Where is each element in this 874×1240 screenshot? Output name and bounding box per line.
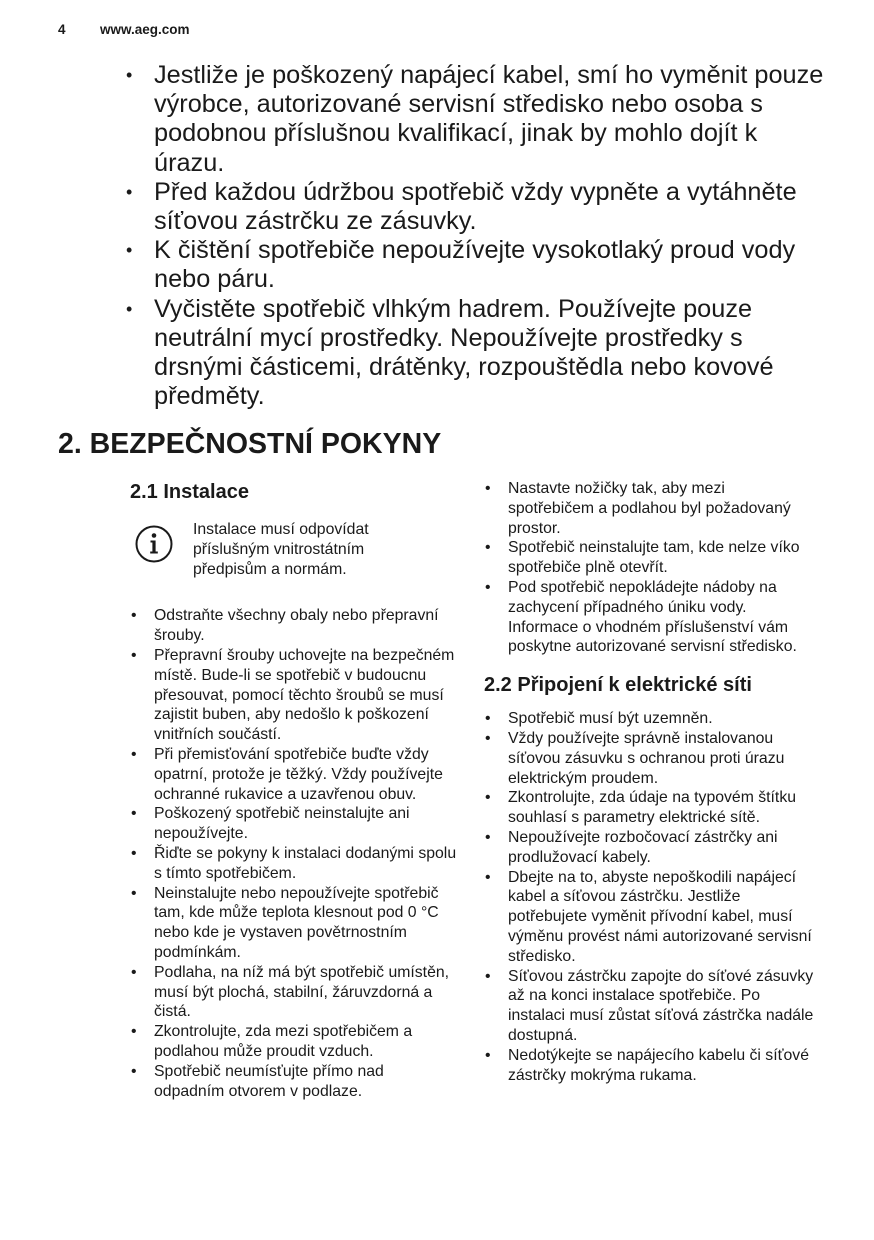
list-item: • Vyčistěte spotřebič vlhkým hadrem. Používejte pouze neutrální mycí prostředky. Nepoužívejte prostředky s drsnými částicemi, drátěnky, rozpouštědla nebo kovové předměty. xyxy=(126,295,826,412)
list-item: • Neinstalujte nebo nepoužívejte spotřebič tam, kde může teplota klesnout pod 0 °C nebo kde je vystaven povětrnostním podmínkám. xyxy=(130,884,458,963)
info-text: Instalace musí odpovídat příslušným vnitrostátním předpisům a normám. xyxy=(193,521,369,578)
left-column xyxy=(130,481,460,1101)
list-item: • Nastavte nožičky tak, aby mezi spotřebičem a podlahou byl požadovaný prostor. xyxy=(484,479,814,538)
intro-bullet-list xyxy=(126,61,826,411)
list-item: • Pod spotřebič nepokládejte nádoby na zachycení případného úniku vody. Informace o vhodném příslušenství vám poskytne autorizované servisní středisko. xyxy=(484,578,814,657)
list-item: • Vždy používejte správně instalovanou síťovou zásuvku s ochranou proti úrazu elektrickým proudem. xyxy=(484,729,814,788)
page-number: 4 xyxy=(58,22,66,37)
list-item: • Při přemisťování spotřebiče buďte vždy opatrní, protože je těžký. Vždy používejte ochranné rukavice a uzavřenou obuv. xyxy=(130,745,458,804)
info-icon xyxy=(134,524,174,564)
list-item: • Spotřebič neinstalujte tam, kde nelze víko spotřebiče plně otevřít. xyxy=(484,538,814,578)
list-item: • Podlaha, na níž má být spotřebič umístěn, musí být plochá, stabilní, žáruvzdorná a čistá. xyxy=(130,963,458,1022)
page-header xyxy=(58,22,190,37)
list-item: • Spotřebič musí být uzemněn. xyxy=(484,709,814,729)
list-item: • Síťovou zástrčku zapojte do síťové zásuvky až na konci instalace spotřebiče. Po instalaci musí zůstat síťová zástrčka nadále dostupná. xyxy=(484,967,814,1046)
right-column xyxy=(484,479,814,1085)
list-item: • Před každou údržbou spotřebič vždy vypněte a vytáhněte síťovou zástrčku ze zásuvky. xyxy=(126,178,826,236)
electrical-bullet-list xyxy=(484,709,814,1085)
list-item: • Řiďte se pokyny k instalaci dodanými spolu s tímto spotřebičem. xyxy=(130,844,458,884)
list-item: • Odstraňte všechny obaly nebo přepravní šrouby. xyxy=(130,606,458,646)
list-item: • Spotřebič neumísťujte přímo nad odpadním otvorem v podlaze. xyxy=(130,1062,458,1102)
list-item: • Poškozený spotřebič neinstalujte ani nepoužívejte. xyxy=(130,804,458,844)
electrical-title: 2.2 Připojení k elektrické síti xyxy=(484,674,752,697)
list-item: • Zkontrolujte, zda mezi spotřebičem a podlahou může proudit vzduch. xyxy=(130,1022,458,1062)
list-item: • Dbejte na to, abyste nepoškodili napájecí kabel a síťovou zástrčku. Jestliže potřebujete vyměnit přívodní kabel, musí výměnu provést námi autorizované servisní středisko. xyxy=(484,868,814,967)
installation-title: 2.1 Instalace xyxy=(130,481,249,503)
section-title: 2. BEZPEČNOSTNÍ POKYNY xyxy=(58,428,442,460)
website-link[interactable]: www.aeg.com xyxy=(100,22,190,37)
list-item: • Přepravní šrouby uchovejte na bezpečném místě. Bude-li se spotřebič v budoucnu přesouvat, pomocí těchto šroubů se musí zajistit buben, aby nedošlo k poškození vnitřních součástí. xyxy=(130,646,458,745)
list-item: • Zkontrolujte, zda údaje na typovém štítku souhlasí s parametry elektrické sítě. xyxy=(484,788,814,828)
list-item: • Nedotýkejte se napájecího kabelu či síťové zástrčky mokrýma rukama. xyxy=(484,1046,814,1086)
list-item: • K čištění spotřebiče nepoužívejte vysokotlaký proud vody nebo páru. xyxy=(126,236,826,294)
list-item: • Jestliže je poškozený napájecí kabel, smí ho vyměnit pouze výrobce, autorizované servisní středisko nebo osoba s podobnou příslušnou kvalifikací, jinak by mohlo dojít k úrazu. xyxy=(126,61,826,178)
installation-bullet-list xyxy=(130,606,458,1101)
installation-bullet-list-continued xyxy=(484,479,814,657)
list-item: • Nepoužívejte rozbočovací zástrčky ani prodlužovací kabely. xyxy=(484,828,814,868)
info-note xyxy=(130,520,460,579)
